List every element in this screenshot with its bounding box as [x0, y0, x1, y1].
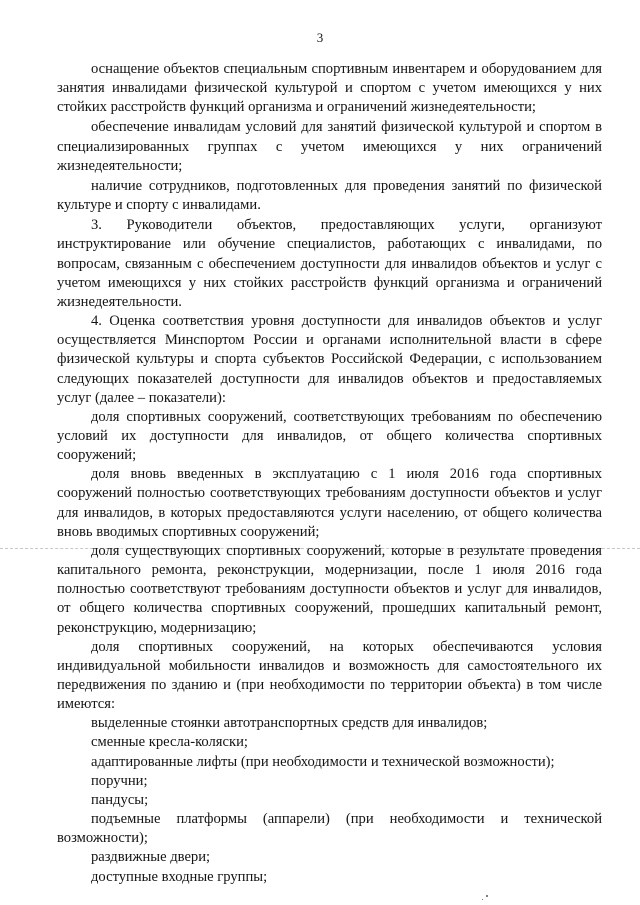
paragraph: 3. Руководители объектов, предоставляющих услуги, организуют инструктирование или обучение специалистов, работающих с инвалидами, по вопросам, связанным с обеспечением доступности для инвалидов объектов и услуг с учетом имеющихся у них стойких расстройств функций организма и ограничений жизнедеятельности.: [57, 217, 602, 310]
list-item: раздвижные двери;: [91, 849, 211, 866]
paragraph: доля вновь введенных в эксплуатацию с 1 июля 2016 года спортивных сооружений полностью соответствующих требованиям доступности объектов и услуг для инвалидов, в которых предоставляются услуги населению, от общего количества вновь вводимых спортивных сооружений;: [57, 466, 602, 540]
list-item: пандусы;: [91, 791, 149, 808]
list-item: выделенные стоянки автотранспортных средств для инвалидов;: [91, 715, 488, 732]
list-item: адаптированные лифты (при необходимости и технической возможности);: [91, 753, 555, 770]
document-body: [57, 60, 602, 887]
list-item: поручни;: [91, 772, 148, 789]
paragraph: доля спортивных сооружений, на которых обеспечиваются условия индивидуальной мобильности инвалидов и возможность для самостоятельного их передвижения по зданию и (при необходимости по территории объекта) в том числе имеются:: [57, 638, 602, 713]
list-item: сменные кресла-коляски;: [91, 734, 248, 751]
paragraph: оснащение объектов специальным спортивным инвентарем и оборудованием для занятия инвалидами физической культурой и спортом с учетом имеющихся у них стойких расстройств функций организма и ограничений жизнедеятельности;: [57, 61, 602, 116]
paragraph: доля спортивных сооружений, соответствующих требованиям по обеспечению условий их доступности для инвалидов, от общего количества спортивных сооружений;: [57, 408, 602, 464]
paragraph: обеспечение инвалидам условий для занятий физической культурой и спортом в специализированных группах с учетом имеющихся у них ограничений жизнедеятельности;: [57, 119, 602, 174]
scan-speck: [486, 895, 488, 897]
page-number: 3: [316, 30, 324, 45]
paragraph: 4. Оценка соответствия уровня доступности для инвалидов объектов и услуг осуществляется Минспортом России и органами исполнительной власти в сфере физической культуры и спорта субъектов Российской Федерации, с использованием следующих показателей доступности для инвалидов объектов и предоставляемых услуг (далее – показатели):: [57, 313, 602, 406]
paragraph: доля существующих спортивных сооружений, которые в результате проведения капитального ремонта, реконструкции, модернизации, после 1 июля 2016 года полностью соответствуют требованиям доступности объектов и услуг для инвалидов, от общего количества спортивных сооружений, прошедших капитальный ремонт, реконструкцию, модернизацию;: [57, 542, 602, 636]
list-item: доступные входные группы;: [91, 868, 268, 885]
list-item: подъемные платформы (аппарели) (при необходимости и технической возможности);: [57, 811, 602, 847]
scan-speck: [482, 899, 483, 900]
paragraph: наличие сотрудников, подготовленных для проведения занятий по физической культуре и спорту с инвалидами.: [57, 177, 602, 214]
